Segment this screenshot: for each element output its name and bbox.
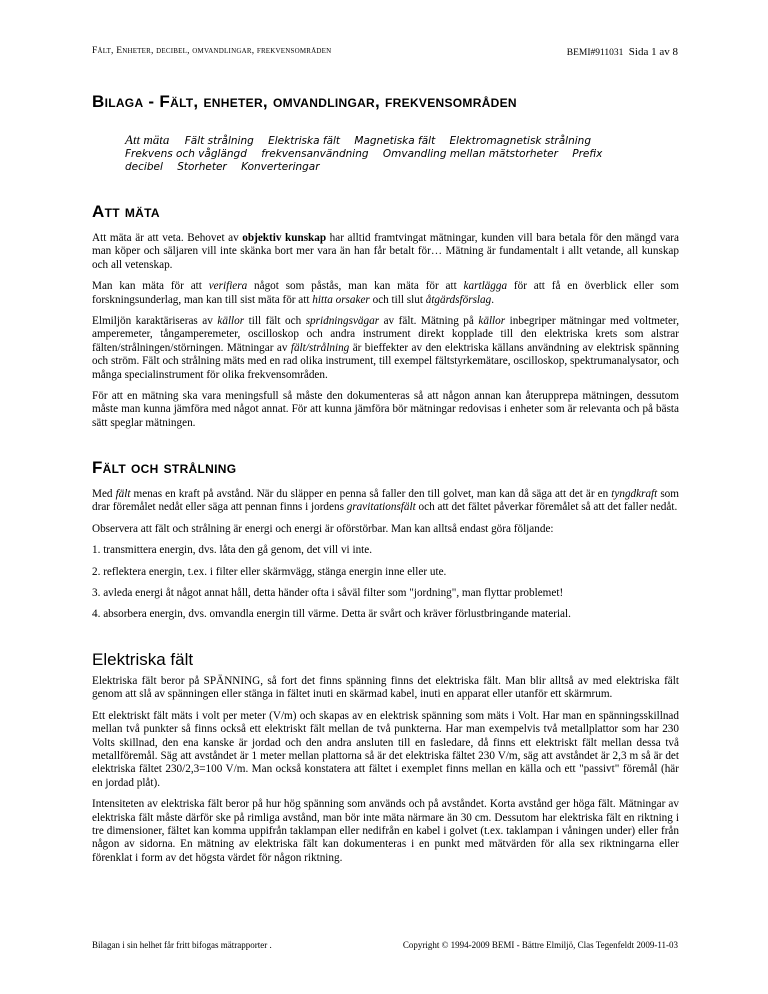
paragraph: Ett elektriskt fält mäts i volt per meter (V/m) och skapas av en elektrisk spänning som mäts i Volt. Har man en spänningsskillnad mellan två punkter så finns också ett elektriskt fält mellan de två punkterna. Har man exempelvis två metallplattor som har 230 Volts skillnad, den ena kanske är jordad och den andra ansluten till en fasledare, då finns ett elektriskt fält mellan dessa två metallföremål. Säg att avståndet är 1 meter mellan plattorna så är det elektriska fältet 230 V/m, säg att avståndet är 2,3 m så är det elektriska fältet 230/2,3=100 V/m. Man också konstatera att fältet i exemplet finns mellan en källa och ett "passivt" föremål (här en jordad plåt). bbox=[92, 709, 679, 789]
paragraph: Elmiljön karaktäriseras av källor till fält och spridningsvägar av fält. Mätning på källor inbegriper mätningar med voltmeter, amperemeter, tångamperemeter, oscilloskop och andra instrument direkt kopplade till den elektriska krets som alstrar fälten/strålningen/störningen. Mätningar av fält/strålning är bieffekter av den elektriska källans användning av elektrisk spänning och ström. Fält och strålning mäts med en rad olika instrument, till exempel fältstyrkemätare, oscilloskop, spektrumanalysator, och många specialinstrument för olika frekvensområden. bbox=[92, 315, 680, 381]
section-heading: Att mäta bbox=[92, 202, 160, 221]
toc-link-falt-stralning[interactable]: Fält strålning bbox=[184, 135, 254, 147]
paragraph: Observera att fält och strålning är energi och energi är oförstörbar. Man kan alltså endast göra följande: bbox=[92, 522, 554, 535]
footer-copyright: Copyright © 1994-2009 BEMI - Bättre Elmiljö, Clas Tegenfeldt 2009-11-03 bbox=[402, 940, 678, 950]
section-att-mata bbox=[92, 202, 679, 438]
header-title: Fält, Enheter, decibel, omvandlingar, frekvensområden bbox=[92, 46, 332, 56]
paragraph: Med fält menas en kraft på avstånd. När du släpper en penna så faller den till golvet, man kan då säga att det är en tyngdkraft som drar föremålet nedåt eller säga att pennan finns i jordens gravitationsfält och att det fältet påverkar föremålet så att det faller nedåt. bbox=[92, 488, 679, 514]
toc-link-att-mata[interactable]: Att mäta bbox=[125, 132, 170, 147]
toc-link-prefix[interactable]: Prefix bbox=[572, 148, 603, 160]
toc-link-decibel[interactable]: decibel bbox=[125, 161, 163, 173]
toc-link-frekvensanvandning[interactable]: frekvensanvändning bbox=[261, 148, 369, 160]
list-item: 1. transmittera energin, dvs. låta den gå genom, det vill vi inte. bbox=[92, 544, 373, 557]
document-id: BEMI#911031 bbox=[566, 48, 624, 58]
paragraph: Att mäta är att veta. Behovet av objektiv kunskap har alltid framtvingat mätningar, kunden vill bara betala för den mängd vara man köper och säljaren vill inte skänka bort mer vara än han får betalt för… Mätning är fundamentalt i allt vetande, all kunskap och all vetenskap. bbox=[92, 232, 679, 271]
subsection-heading: Elektriska fält bbox=[92, 650, 194, 669]
toc-link-elektriska-falt[interactable]: Elektriska fält bbox=[268, 135, 341, 147]
toc-row bbox=[125, 133, 685, 148]
section-heading: Fält och strålning bbox=[92, 458, 237, 477]
toc-link-storheter[interactable]: Storheter bbox=[177, 161, 227, 173]
list-item: 4. absorbera energin, dvs. omvandla energin till värme. Detta är svårt och kräver förlustbringande material. bbox=[92, 608, 571, 621]
paragraph: Man kan mäta för att verifiera något som påstås, man kan mäta för att kartlägga för att få en överblick eller som forskningsunderlag, man kan till sist mäta för att hitta orsaker och till slut åtgärdsförslag. bbox=[92, 280, 679, 306]
toc-link-frekvens-vaglangd[interactable]: Frekvens och våglängd bbox=[125, 148, 247, 160]
toc-link-elektromagnetisk-stralning[interactable]: Elektromagnetisk strålning bbox=[449, 135, 591, 147]
toc-link-omvandling[interactable]: Omvandling mellan mätstorheter bbox=[382, 148, 558, 160]
document-title: Bilaga - Fält, enheter, omvandlingar, frekvensområden bbox=[92, 92, 517, 111]
footer-note: Bilagan i sin helhet får fritt bifogas mätrapporter . bbox=[92, 940, 272, 950]
page-header bbox=[92, 46, 678, 60]
toc-row bbox=[125, 161, 685, 174]
paragraph: Intensiteten av elektriska fält beror på hur hög spänning som används och på avståndet. Korta avstånd ger höga fält. Mätningar av elektriska fält måste därför ske på rimliga avstånd, man bör inte mäta närmare än 30 cm. Dessutom har elektriska fält en riktning i tre dimensioner, fältet kan komma uppifrån taklampan eller nedifrån en kabel i golvet (t.ex. taklampan i våningen under) eller från någon av sidorna. En mätning av elektriska fält kan dokumenteras i en punkt med mätvärden för alla sex riktningarna eller förenklat i form av det högsta värdet för någon riktning. bbox=[92, 798, 679, 864]
list-item: 3. avleda energi åt något annat håll, detta händer ofta i såväl filter som "jordning", man flyttar problemet! bbox=[92, 587, 564, 600]
list-item: 2. reflektera energin, t.ex. i filter eller skärmvägg, stänga energin inne eller ute. bbox=[92, 565, 447, 578]
toc-link-magnetiska-falt[interactable]: Magnetiska fält bbox=[354, 135, 436, 147]
table-of-contents bbox=[125, 133, 685, 174]
paragraph: För att en mätning ska vara meningsfull så måste den dokumenteras så att någon annan kan återupprepa mätningen, dessutom måste man kunna jämföra med något annat. För att kunna jämföra bör mätningar redovisas i enheter som är relevanta och på bästa sätt speglar mätningen. bbox=[92, 390, 679, 429]
toc-row bbox=[125, 148, 685, 161]
section-falt-och-stralning bbox=[92, 458, 679, 630]
header-right bbox=[567, 46, 678, 58]
toc-link-konverteringar[interactable]: Konverteringar bbox=[241, 161, 320, 173]
paragraph: Elektriska fält beror på SPÄNNING, så fort det finns spänning finns det elektriska fält. Man blir alltså av med elektriska fält genom att slå av spänningen eller stänga in fältet inuti en skärmad kabel, inuti en apparat eller utanför ett skärmrum. bbox=[92, 675, 679, 701]
page-number: Sida 1 av 8 bbox=[628, 46, 678, 58]
section-elektriska-falt bbox=[92, 650, 679, 873]
